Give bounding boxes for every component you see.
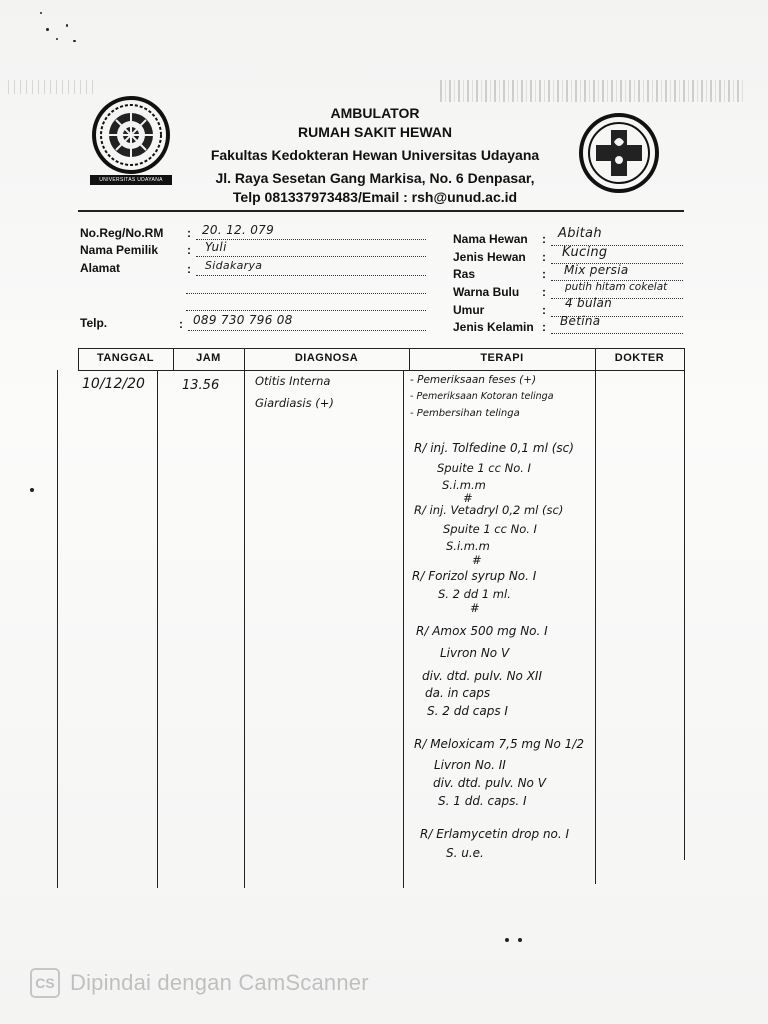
therapy-line: Spuite 1 cc No. I (437, 461, 531, 475)
colon: : (179, 317, 183, 331)
address-line-2 (186, 293, 426, 294)
address-line-1 (196, 275, 426, 276)
header-divider (78, 210, 684, 212)
therapy-line: R/ inj. Vetadryl 0,2 ml (sc) (414, 503, 564, 517)
column-divider (595, 348, 596, 884)
university-logo (90, 95, 172, 185)
address-line-3 (186, 310, 426, 311)
table-top-border (78, 348, 684, 349)
owner-name-label: Nama Pemilik (80, 243, 159, 257)
colon: : (542, 285, 546, 299)
owner-name-line (196, 256, 426, 257)
fur-color-label: Warna Bulu (453, 285, 520, 299)
scan-speck (46, 28, 49, 31)
visit-time: 13.56 (182, 378, 220, 393)
therapy-line: S. 2 dd 1 ml. (438, 587, 511, 601)
sex-value: Betina (560, 314, 601, 328)
reg-number-line (196, 239, 426, 240)
therapy-line: div. dtd. pulv. No V (433, 776, 546, 790)
address-value: Sidakarya (205, 259, 263, 272)
scan-speck (30, 488, 34, 492)
therapy-line: S. u.e. (446, 846, 484, 860)
reg-number-value: 20. 12. 079 (202, 223, 275, 237)
therapy-line: da. in caps (425, 686, 491, 700)
therapy-line: R/ Amox 500 mg No. I (416, 624, 548, 638)
sex-label: Jenis Kelamin (453, 320, 534, 334)
scan-speck (505, 938, 509, 942)
visit-date: 10/12/20 (82, 376, 145, 392)
therapy-line: div. dtd. pulv. No XII (422, 669, 543, 683)
therapy-line: R/ Forizol syrup No. I (412, 569, 537, 583)
scan-speck (66, 24, 68, 27)
diagnosis-item: Giardiasis (+) (255, 396, 334, 410)
faculty-name: Fakultas Kedokteran Hewan Universitas Udayana (210, 147, 540, 163)
therapy-line: R/ Erlamycetin drop no. I (420, 827, 570, 841)
therapy-line: S.i.m.m (446, 539, 490, 553)
form-title: AMBULATOR (330, 105, 420, 121)
animal-type-value: Kucing (562, 245, 608, 260)
colon: : (187, 262, 191, 276)
scan-speck (40, 12, 42, 14)
scan-speck (518, 938, 522, 942)
fur-color-value: putih hitam cokelat (565, 281, 668, 293)
colon: : (187, 243, 191, 257)
colon: : (542, 267, 546, 281)
address-line: Jl. Raya Sesetan Gang Markisa, No. 6 Denpasar, (215, 170, 535, 186)
therapy-line: - Pemeriksaan feses (+) (410, 374, 537, 386)
table-right-border (684, 348, 685, 860)
therapy-line: Livron No. II (434, 758, 506, 772)
scan-noise (8, 80, 98, 94)
age-value: 4 bulan (565, 296, 613, 310)
table-left-border (57, 370, 58, 888)
therapy-line: S.i.m.m (442, 478, 486, 492)
camscanner-icon: CS (30, 968, 60, 998)
therapy-line: - Pembersihan telinga (410, 408, 520, 419)
animal-name-value: Abitah (558, 226, 602, 241)
therapy-line: # (472, 553, 482, 567)
phone-value: 089 730 796 08 (193, 313, 293, 327)
breed-value: Mix persia (564, 263, 629, 277)
colon: : (542, 232, 546, 246)
therapy-line: # (463, 491, 473, 505)
therapy-line: R/ inj. Tolfedine 0,1 ml (sc) (414, 441, 574, 455)
sex-line (551, 333, 683, 334)
therapy-line: S. 2 dd caps I (427, 704, 508, 718)
column-header-therapy: TERAPI (480, 352, 524, 364)
hospital-logo (578, 112, 660, 194)
column-header-time: JAM (196, 352, 221, 364)
table-header-border (78, 370, 684, 371)
column-header-diagnosis: DIAGNOSA (294, 352, 359, 364)
colon: : (542, 250, 546, 264)
column-divider (403, 370, 404, 888)
scan-noise (440, 80, 745, 102)
therapy-line: # (470, 601, 480, 615)
hospital-name: RUMAH SAKIT HEWAN (298, 124, 452, 140)
therapy-line: Spuite 1 cc No. I (443, 522, 537, 536)
column-divider (244, 348, 245, 888)
therapy-line: R/ Meloxicam 7,5 mg No 1/2 (414, 737, 584, 751)
camscanner-watermark (30, 966, 369, 1000)
owner-name-value: Yuli (205, 240, 227, 254)
colon: : (542, 303, 546, 317)
age-label: Umur (453, 303, 485, 317)
therapy-line: - Pemeriksaan Kotoran telinga (410, 391, 554, 402)
logo-caption: UNIVERSITAS UDAYANA (90, 175, 172, 185)
colon: : (187, 226, 191, 240)
column-header-doctor: DOKTER (614, 352, 665, 364)
phone-label: Telp. (80, 316, 108, 330)
watermark-text: Dipindai dengan CamScanner (70, 970, 369, 995)
therapy-line: Livron No V (440, 646, 510, 660)
scan-speck (56, 38, 58, 40)
animal-name-label: Nama Hewan (453, 232, 528, 246)
scan-speck (73, 40, 76, 42)
contact-line: Telp 081337973483/Email : rsh@unud.ac.id (232, 189, 518, 205)
reg-number-label: No.Reg/No.RM (80, 226, 164, 240)
breed-label: Ras (453, 267, 476, 281)
address-label: Alamat (80, 261, 121, 275)
phone-line (188, 330, 426, 331)
therapy-line: S. 1 dd. caps. I (438, 794, 527, 808)
column-divider (157, 370, 158, 888)
colon: : (542, 320, 546, 334)
column-header-date: TANGGAL (96, 352, 155, 364)
diagnosis-item: Otitis Interna (255, 374, 331, 388)
animal-type-label: Jenis Hewan (453, 250, 526, 264)
